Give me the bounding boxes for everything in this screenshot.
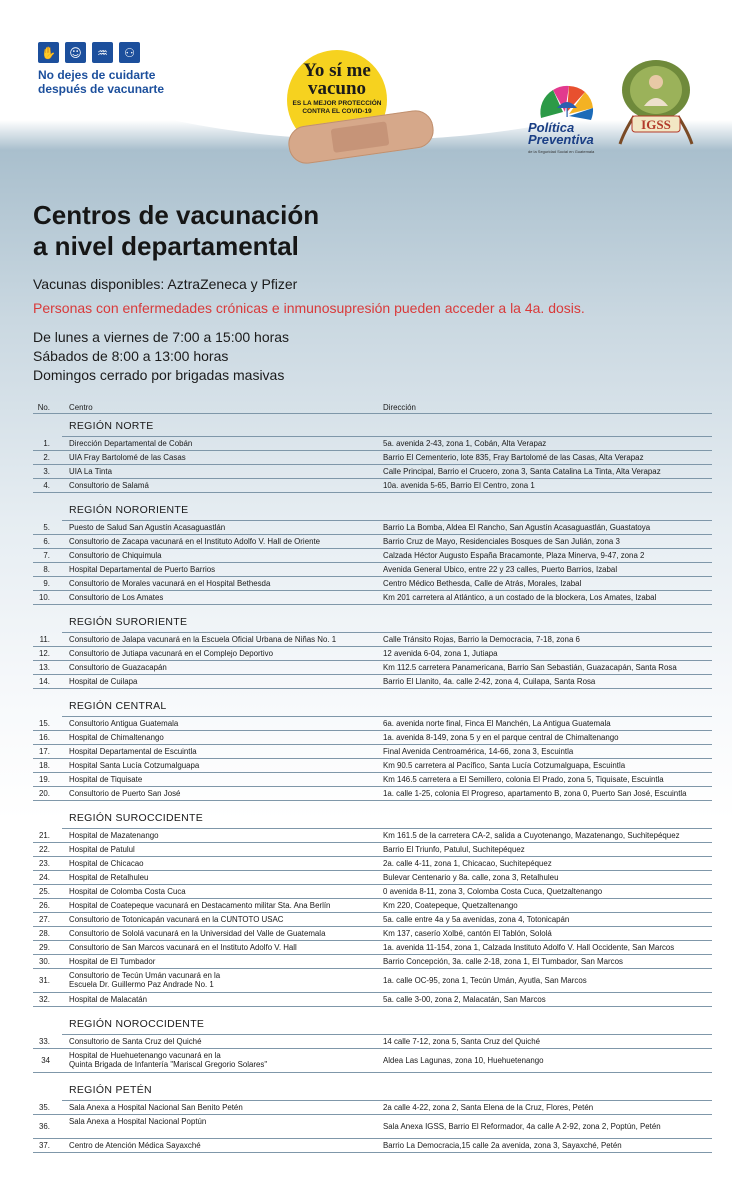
hand-washing-icon: ♒ <box>92 42 113 63</box>
row-number: 2. <box>43 453 50 462</box>
tagline-line-2: después de vacunarte <box>38 82 165 96</box>
page-title <box>33 200 319 262</box>
vaccination-centers-table <box>33 401 712 1153</box>
row-number: 23. <box>39 859 50 868</box>
row-number: 5. <box>43 523 50 532</box>
row-number: 12. <box>39 649 50 658</box>
row-number: 4. <box>43 481 50 490</box>
row-centro-line: Sala Anexa a Hospital Nacional San Benito Petén <box>69 1103 243 1112</box>
title-line-1: Centros de vacunación <box>33 200 320 230</box>
row-number: 8. <box>43 565 50 574</box>
row-centro <box>69 873 148 882</box>
row-number: 35. <box>39 1103 50 1112</box>
table-row <box>33 1049 712 1073</box>
row-direccion: 6a. avenida norte final, Finca El Manchén, La Antigua Guatemala <box>383 719 611 728</box>
row-centro <box>69 995 147 1004</box>
politica-preventiva-text: Política Preventiva de la Seguridad Social en Guatemala <box>528 120 595 154</box>
row-centro-line: Consultorio de Salamá <box>69 481 149 490</box>
region-header <box>62 1012 712 1035</box>
row-centro-line: Hospital de Mazatenango <box>69 831 159 840</box>
row-direccion: Km 161.5 de la carretera CA-2, salida a Cuyotenango, Mazatenango, Suchitepéquez <box>383 831 680 840</box>
row-direccion: 0 avenida 8-11, zona 3, Colomba Costa Cuca, Quetzaltenango <box>383 887 603 896</box>
region-name: REGIÓN NORTE <box>69 420 154 432</box>
row-direccion: Barrio La Bomba, Aldea El Rancho, San Agustín Acasaguastlán, Guastatoya <box>383 523 651 532</box>
row-direccion: Barrio El Cementerio, lote 835, Fray Bartolomé de las Casas, Alta Verapaz <box>383 453 644 462</box>
row-centro <box>69 845 135 854</box>
row-centro <box>69 481 149 490</box>
row-centro <box>69 537 320 546</box>
row-number: 18. <box>39 761 50 770</box>
row-direccion: Km 90.5 carretera al Pacífico, Santa Lucía Cotzumalguapa, Escuintla <box>383 761 626 770</box>
row-centro-line: Hospital de Chimaltenango <box>69 733 164 742</box>
row-centro <box>69 579 270 588</box>
igss-text: IGSS <box>641 117 671 132</box>
row-centro <box>69 1051 267 1069</box>
title-line-2: a nivel departamental <box>33 231 299 261</box>
row-number: 16. <box>39 733 50 742</box>
badge-line-4: CONTRA EL COVID-19 <box>302 108 372 115</box>
table-row <box>33 647 712 661</box>
table-row <box>33 787 712 801</box>
face-mask-icon: ☺ <box>65 42 86 63</box>
row-direccion: 1a. avenida 11-154, zona 1, Calzada Instituto Adolfo V. Hall Occidente, San Marcos <box>383 943 675 952</box>
row-centro <box>69 929 325 938</box>
table-row <box>33 549 712 563</box>
row-direccion: Km 220, Coatepeque, Quetzaltenango <box>383 901 518 910</box>
row-number: 33. <box>39 1037 50 1046</box>
row-number: 3. <box>43 467 50 476</box>
table-row <box>33 535 712 549</box>
region-name: REGIÓN NORORIENTE <box>69 504 189 516</box>
header-no: No. <box>37 403 50 412</box>
row-direccion: Calle Principal, Barrio el Crucero, zona 3, Santa Catalina La Tinta, Alta Verapaz <box>383 467 661 476</box>
table-row <box>33 1101 712 1115</box>
row-direccion: Sala Anexa IGSS, Barrio El Reformador, 4a calle A 2-92, zona 2, Poptún, Petén <box>383 1122 661 1131</box>
row-number: 28. <box>39 929 50 938</box>
table-row <box>33 1035 712 1049</box>
row-direccion: Barrio Concepción, 3a. calle 2-18, zona 1, El Tumbador, San Marcos <box>383 957 623 966</box>
row-direccion: Calle Tránsito Rojas, Barrio la Democracia, 7-18, zona 6 <box>383 635 580 644</box>
table-row <box>33 857 712 871</box>
row-direccion: Km 146.5 carretera a El Semillero, colonia El Prado, zona 5, Tiquisate, Escuintla <box>383 775 664 784</box>
row-centro <box>69 523 225 532</box>
row-centro <box>69 761 199 770</box>
row-centro-line: Consultorio de Puerto San José <box>69 789 181 798</box>
row-centro-line: Consultorio de Totonicapán vacunará en la CUNTOTO USAC <box>69 915 284 924</box>
row-centro-line: Hospital de Cuilapa <box>69 677 138 686</box>
row-direccion: 5a. avenida 2-43, zona 1, Cobán, Alta Verapaz <box>383 439 547 448</box>
row-centro-line: Hospital de Huehuetenango vacunará en la <box>69 1051 221 1060</box>
header-direccion: Dirección <box>383 403 416 412</box>
row-centro <box>69 1103 243 1112</box>
row-direccion: Bulevar Centenario y 8a. calle, zona 3, Retalhuleu <box>383 873 559 882</box>
row-number: 15. <box>39 719 50 728</box>
row-number: 14. <box>39 677 50 686</box>
tagline <box>38 68 164 96</box>
row-direccion: 5a. calle 3-00, zona 2, Malacatán, San Marcos <box>383 995 546 1004</box>
row-centro-line: UIA La Tinta <box>69 467 112 476</box>
row-number: 20. <box>39 789 50 798</box>
region-header <box>62 610 712 633</box>
row-direccion: Barrio La Democracia,15 calle 2a avenida, zona 3, Sayaxché, Petén <box>383 1141 622 1150</box>
row-centro <box>69 915 283 924</box>
row-centro <box>69 663 167 672</box>
row-direccion: 10a. avenida 5-65, Barrio El Centro, zona 1 <box>383 481 535 490</box>
row-centro <box>69 1037 201 1046</box>
row-centro <box>69 719 178 728</box>
table-row <box>33 465 712 479</box>
row-centro-line: Hospital de El Tumbador <box>69 957 156 966</box>
row-centro-line: Hospital Departamental de Escuintla <box>69 747 197 756</box>
row-number: 6. <box>43 537 50 546</box>
row-number: 11. <box>39 635 50 644</box>
row-direccion: Km 112.5 carretera Panamericana, Barrio San Sebastián, Guazacapán, Santa Rosa <box>383 663 677 672</box>
row-centro-line: Hospital Santa Lucía Cotzumalguapa <box>69 761 200 770</box>
row-number: 32. <box>39 995 50 1004</box>
row-centro-line: Consultorio de Morales vacunará en el Hospital Bethesda <box>69 579 271 588</box>
row-centro <box>69 747 197 756</box>
table-row <box>33 521 712 535</box>
row-centro-line: Centro de Atención Médica Sayaxché <box>69 1141 201 1150</box>
row-centro-line: Consultorio de San Marcos vacunará en el Instituto Adolfo V. Hall <box>69 943 297 952</box>
badge-line-3: ES LA MEJOR PROTECCIÓN <box>292 100 382 107</box>
row-direccion: Barrio Cruz de Mayo, Residenciales Bosques de San Julián, zona 3 <box>383 537 620 546</box>
table-row <box>33 633 712 647</box>
row-number: 36. <box>39 1122 50 1131</box>
row-centro-line: Dirección Departamental de Cobán <box>69 439 193 448</box>
table-row <box>33 969 712 993</box>
row-number: 7. <box>43 551 50 560</box>
row-centro <box>69 439 192 448</box>
social-distance-icon: ⚇ <box>119 42 140 63</box>
row-direccion: Centro Médico Bethesda, Calle de Atrás, Morales, Izabal <box>383 579 582 588</box>
row-centro <box>69 859 144 868</box>
table-row <box>33 927 712 941</box>
row-direccion: Final Avenida Centroamérica, 14-66, zona 3, Escuintla <box>383 747 574 756</box>
row-centro-line: Hospital de Retalhuleu <box>69 873 149 882</box>
row-centro-line-2: Quinta Brigada de Infantería "Mariscal Gregorio Solares" <box>69 1060 268 1069</box>
region-header <box>62 806 712 829</box>
table-row <box>33 1115 712 1139</box>
row-centro-line: Consultorio de Chiquimula <box>69 551 162 560</box>
region-name: REGIÓN PETÉN <box>69 1084 152 1096</box>
region-name: REGIÓN NOROCCIDENTE <box>69 1018 205 1030</box>
hand-sanitizer-icon: ✋ <box>38 42 59 63</box>
row-centro-line: Hospital de Colomba Costa Cuca <box>69 887 186 896</box>
row-centro <box>69 789 180 798</box>
schedule-weekdays: De lunes a viernes de 7:00 a 15:00 horas <box>33 329 290 345</box>
row-centro <box>69 1141 201 1150</box>
row-centro-line-2: Escuela Dr. Guillermo Paz Andrade No. 1 <box>69 980 214 989</box>
table-row <box>33 591 712 605</box>
schedule <box>33 328 289 385</box>
row-centro <box>69 551 162 560</box>
row-centro-line: Consultorio de Guazacapán <box>69 663 167 672</box>
row-direccion: 12 avenida 6-04, zona 1, Jutiapa <box>383 649 498 658</box>
table-row <box>33 675 712 689</box>
row-number: 22. <box>39 845 50 854</box>
region-name: REGIÓN CENTRAL <box>69 700 167 712</box>
row-centro <box>69 971 220 989</box>
table-row <box>33 1139 712 1153</box>
table-row <box>33 437 712 451</box>
row-centro <box>69 901 330 910</box>
row-direccion: Avenida General Ubico, entre 22 y 23 calles, Puerto Barrios, Izabal <box>383 565 618 574</box>
row-centro-line: Consultorio Antigua Guatemala <box>69 719 179 728</box>
row-centro <box>69 453 186 462</box>
row-direccion: 2a. calle 4-11, zona 1, Chicacao, Suchitepéquez <box>383 859 552 868</box>
table-row <box>33 745 712 759</box>
row-direccion: 5a. calle entre 4a y 5a avenidas, zona 4, Totonicapán <box>383 915 570 924</box>
row-direccion: 1a. calle OC-95, zona 1, Tecún Umán, Ayutla, San Marcos <box>383 976 587 985</box>
row-centro <box>69 943 297 952</box>
row-centro-line: Consultorio de Santa Cruz del Quiché <box>69 1037 202 1046</box>
row-direccion: 2a calle 4-22, zona 2, Santa Elena de la Cruz, Flores, Petén <box>383 1103 594 1112</box>
row-direccion: Km 201 carretera al Atlántico, a un costado de la blockera, Los Amates, Izabal <box>383 593 657 602</box>
row-centro-line: Consultorio de Jutiapa vacunará en el Complejo Deportivo <box>69 649 273 658</box>
row-centro-line: Puesto de Salud San Agustín Acasaguastlán <box>69 523 226 532</box>
row-number: 13. <box>39 663 50 672</box>
row-centro-line: Hospital de Patulul <box>69 845 135 854</box>
table-row <box>33 871 712 885</box>
row-number: 34 <box>41 1056 50 1065</box>
table-row <box>33 829 712 843</box>
row-centro-line: Consultorio de Tecún Umán vacunará en la <box>69 971 221 980</box>
region-header <box>62 694 712 717</box>
table-row <box>33 451 712 465</box>
region-header <box>62 1078 712 1101</box>
table-row <box>33 661 712 675</box>
row-direccion: Km 137, caserío Xolbé, cantón El Tablón, Sololá <box>383 929 552 938</box>
row-centro <box>69 733 164 742</box>
table-header <box>33 401 712 414</box>
row-centro <box>69 957 155 966</box>
row-direccion: Barrio El Llanito, 4a. calle 2-42, zona 4, Cuilapa, Santa Rosa <box>383 677 596 686</box>
table-row <box>33 577 712 591</box>
table-row <box>33 731 712 745</box>
row-centro-line: Consultorio de Los Amates <box>69 593 164 602</box>
table-row <box>33 885 712 899</box>
row-centro-line: Sala Anexa a Hospital Nacional Poptún <box>69 1117 207 1126</box>
row-centro-line: Hospital de Tiquisate <box>69 775 143 784</box>
row-centro-line: UIA Fray Bartolomé de las Casas <box>69 453 186 462</box>
table-row <box>33 993 712 1007</box>
row-direccion: 14 calle 7-12, zona 5, Santa Cruz del Quiché <box>383 1037 541 1046</box>
row-centro <box>69 467 112 476</box>
row-direccion: 1a. calle 1-25, colonia El Progreso, apartamento B, zona 0, Puerto San José, Escuintla <box>383 789 687 798</box>
row-centro <box>69 677 137 686</box>
row-number: 10. <box>39 593 50 602</box>
header-centro: Centro <box>69 403 93 412</box>
igss-seal-logo <box>614 56 698 150</box>
table-row <box>33 759 712 773</box>
row-number: 26. <box>39 901 50 910</box>
schedule-saturdays: Sábados de 8:00 a 13:00 horas <box>33 348 229 364</box>
row-centro <box>69 887 186 896</box>
fourth-dose-notice: Personas con enfermedades crónicas e inmunosupresión pueden acceder a la 4a. dosis. <box>33 300 585 316</box>
row-number: 24. <box>39 873 50 882</box>
row-centro-line: Hospital Departamental de Puerto Barrios <box>69 565 216 574</box>
row-number: 19. <box>39 775 50 784</box>
row-centro <box>69 775 142 784</box>
row-number: 30. <box>39 957 50 966</box>
schedule-sundays: Domingos cerrado por brigadas masivas <box>33 367 285 383</box>
row-centro <box>69 593 163 602</box>
row-number: 17. <box>39 747 50 756</box>
table-row <box>33 773 712 787</box>
row-number: 27. <box>39 915 50 924</box>
row-direccion: Aldea Las Lagunas, zona 10, Huehuetenango <box>383 1056 544 1065</box>
tagline-line-1: No dejes de cuidarte <box>38 68 156 82</box>
row-centro-line: Consultorio de Zacapa vacunará en el Instituto Adolfo V. Hall de Oriente <box>69 537 321 546</box>
table-row <box>33 717 712 731</box>
row-centro <box>69 565 215 574</box>
table-row <box>33 899 712 913</box>
badge-line-1: Yo sí me <box>303 60 371 81</box>
table-row <box>33 479 712 493</box>
table-row <box>33 843 712 857</box>
row-number: 29. <box>39 943 50 952</box>
row-number: 1. <box>43 439 50 448</box>
row-centro-line: Hospital de Malacatán <box>69 995 148 1004</box>
row-direccion: Calzada Héctor Augusto España Bracamonte, Plaza Minerva, 9-47, zona 2 <box>383 551 645 560</box>
row-centro-line: Hospital de Coatepeque vacunará en Destacamento militar Sta. Ana Berlín <box>69 901 331 910</box>
row-direccion: Barrio El Triunfo, Patulul, Suchitepéquez <box>383 845 525 854</box>
row-centro-line: Consultorio de Jalapa vacunará en la Escuela Oficial Urbana de Niñas No. 1 <box>69 635 337 644</box>
row-number: 31. <box>39 976 50 985</box>
badge-line-2: vacuno <box>307 78 367 99</box>
row-centro <box>69 635 336 644</box>
row-centro <box>69 1117 206 1126</box>
table-row <box>33 955 712 969</box>
region-header <box>62 498 712 521</box>
safety-icons <box>38 42 140 63</box>
row-direccion: 1a. avenida 8-149, zona 5 y en el parque central de Chimaltenango <box>383 733 619 742</box>
table-row <box>33 941 712 955</box>
row-number: 21. <box>39 831 50 840</box>
row-number: 25. <box>39 887 50 896</box>
row-centro <box>69 649 273 658</box>
region-name: REGIÓN SUROCCIDENTE <box>69 812 204 824</box>
available-vaccines: Vacunas disponibles: AztraZeneca y Pfizer <box>33 276 298 292</box>
row-centro-line: Hospital de Chicacao <box>69 859 144 868</box>
region-header <box>62 414 712 437</box>
table-row <box>33 913 712 927</box>
row-number: 9. <box>43 579 50 588</box>
row-centro <box>69 831 159 840</box>
region-name: REGIÓN SURORIENTE <box>69 616 188 628</box>
row-centro-line: Consultorio de Sololá vacunará en la Universidad del Valle de Guatemala <box>69 929 326 938</box>
table-row <box>33 563 712 577</box>
row-number: 37. <box>39 1141 50 1150</box>
